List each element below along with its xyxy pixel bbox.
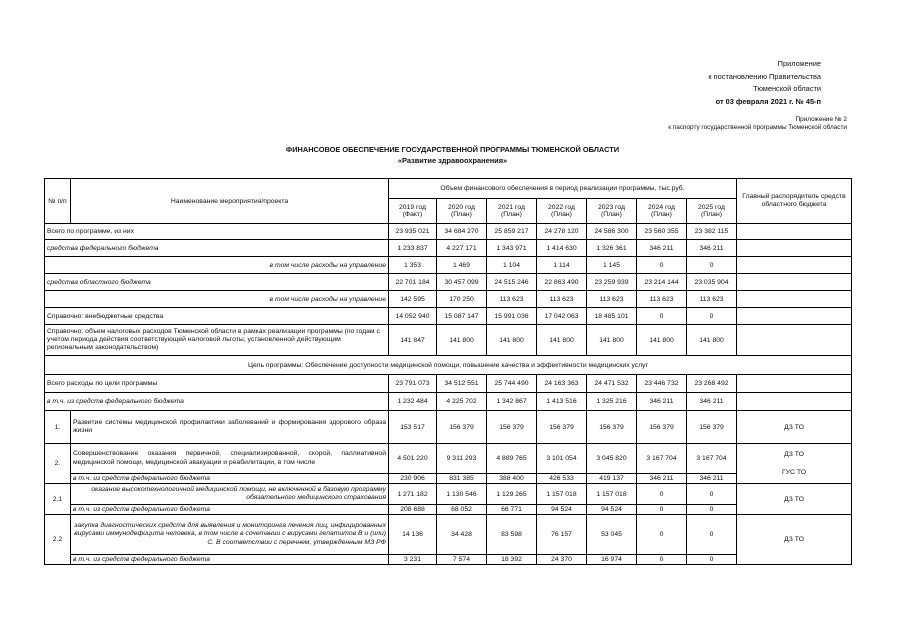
- cell-value: 141 800: [587, 325, 637, 356]
- cell-value: 141 800: [687, 325, 737, 356]
- table-row: [45, 274, 852, 291]
- appendix-line: к постановлению Правительства: [708, 71, 821, 81]
- decree-date: от 03 февраля 2021 г. № 45-п: [715, 96, 821, 106]
- cell-value: 419 137: [587, 474, 637, 484]
- table-row: [45, 484, 852, 505]
- cell-value: 1 129 265: [487, 484, 537, 505]
- cell-value: 1 157 018: [587, 484, 637, 505]
- cell-value: 1 145: [587, 257, 637, 274]
- cell-value: 1 114: [537, 257, 587, 274]
- cell-value: 0: [687, 257, 737, 274]
- cell-value: 76 157: [537, 515, 587, 555]
- row-num: 2.1: [45, 484, 71, 515]
- row-label: Развитие системы медицинской профилактики заболеваний и формирования здорового образа жизни: [71, 411, 389, 444]
- cell-value: 346 211: [637, 393, 687, 411]
- table-row: [45, 325, 852, 356]
- cell-value: 113 623: [637, 291, 687, 308]
- appendix-line: Тюменской области: [753, 84, 821, 93]
- cell-value: 4 501 220: [389, 444, 437, 474]
- financing-table: [44, 178, 852, 565]
- row-label: Совершенствование оказания первичной, специализированной, скорой, паллиативной медицинской помощи, медицинской эвакуации и реабилитации, в том числе: [71, 444, 389, 474]
- table-row: [45, 257, 852, 274]
- appendix-line: Приложение № 2: [795, 116, 847, 123]
- cell-value: 142 595: [389, 291, 437, 308]
- cell-value: 0: [637, 484, 687, 505]
- cell-value: 15 991 036: [487, 308, 537, 325]
- table-row: [45, 411, 852, 444]
- cell-value: 1 271 182: [389, 484, 437, 505]
- cell-value: 23 268 492: [687, 375, 737, 393]
- cell-value: 1 130 546: [437, 484, 487, 505]
- cell-value: 14 136: [389, 515, 437, 555]
- table-row: [45, 375, 852, 393]
- cell-value: 170 250: [437, 291, 487, 308]
- cell-value: 30 457 099: [437, 274, 487, 291]
- row-label: в том числе расходы на управление: [45, 291, 389, 308]
- cell-value: 24 586 300: [587, 224, 637, 240]
- row-label: Справочно: объем налоговых расходов Тюменской области в рамках реализации программы (по годам с учетом периода действия соответствующей налоговой льготы, установленной действующим региональным законодательством): [45, 325, 389, 356]
- cell-value: 53 045: [587, 515, 637, 555]
- cell-admin: [737, 224, 852, 240]
- cell-value: 3 231: [389, 555, 437, 565]
- cell-value: 4 889 765: [487, 444, 537, 474]
- cell-value: 16 974: [587, 555, 637, 565]
- cell-value: 156 379: [487, 411, 537, 444]
- cell-value: 34 512 551: [437, 375, 487, 393]
- cell-value: 0: [637, 515, 687, 555]
- cell-value: 1 326 361: [587, 240, 637, 257]
- row-label: в т.ч. из средств федерального бюджета: [71, 555, 389, 565]
- document-subtitle: «Развитие здравоохранения»: [397, 156, 508, 165]
- cell-value: 4 225 702: [437, 393, 487, 411]
- table-row: [45, 474, 852, 484]
- table-row: [45, 505, 852, 515]
- cell-value: 230 906: [389, 474, 437, 484]
- cell-value: 0: [687, 308, 737, 325]
- cell-value: 113 623: [487, 291, 537, 308]
- cell-admin: [737, 325, 852, 356]
- row-label: закупка диагностических средств для выявления и мониторинга лечения лиц, инфицированных вирусами иммунодефицита человека, в том числе в сочетании с вирусами гепатитов В и (или) С. В соответствии с перечнем, утвержденным МЗ РФ: [71, 515, 389, 555]
- year-header: 2019 год (Факт): [389, 199, 437, 224]
- cell-admin: ДЗ ТО: [737, 515, 852, 565]
- cell-value: 24 471 532: [587, 375, 637, 393]
- cell-value: 66 771: [487, 505, 537, 515]
- cell-value: 18 485 101: [587, 308, 637, 325]
- table-row: [45, 291, 852, 308]
- header-name: Наименование мероприятия/проекта: [71, 179, 389, 224]
- cell-value: 141 847: [389, 325, 437, 356]
- cell-value: 25 744 490: [487, 375, 537, 393]
- program-goal: Цель программы: Обеспечение доступности медицинской помощи, повышение качества и эффективности медицинских услуг: [45, 356, 852, 375]
- cell-value: 113 623: [537, 291, 587, 308]
- cell-value: 113 623: [687, 291, 737, 308]
- cell-value: 23 446 732: [637, 375, 687, 393]
- year-header: 2023 год (План): [587, 199, 637, 224]
- row-label: Всего расходы по цели программы: [45, 375, 389, 393]
- cell-value: 34 428: [437, 515, 487, 555]
- cell-value: 1 469: [437, 257, 487, 274]
- cell-admin: [737, 308, 852, 325]
- cell-admin: [737, 393, 852, 411]
- year-header: 2022 год (План): [537, 199, 587, 224]
- document-title: ФИНАНСОВОЕ ОБЕСПЕЧЕНИЕ ГОСУДАРСТВЕННОЙ ПРОГРАММЫ ТЮМЕНСКОЙ ОБЛАСТИ: [285, 145, 620, 154]
- cell-value: 83 598: [487, 515, 537, 555]
- row-label: в том числе расходы на управление: [45, 257, 389, 274]
- appendix-line: Приложение: [777, 59, 821, 68]
- cell-value: 346 211: [637, 474, 687, 484]
- admin-label: ДЗ ТО: [784, 450, 804, 458]
- row-label: оказание высокотехнологичной медицинской помощи, не включенной в базовую программу обязательного медицинского страхования: [71, 484, 389, 505]
- row-label: Всего по программе, из них: [45, 224, 389, 240]
- row-label: средства областного бюджета: [45, 274, 389, 291]
- cell-value: 156 379: [537, 411, 587, 444]
- cell-value: 1 232 484: [389, 393, 437, 411]
- cell-value: 3 101 054: [537, 444, 587, 474]
- cell-value: 23 935 021: [389, 224, 437, 240]
- cell-value: 94 524: [537, 505, 587, 515]
- cell-value: 1 233 837: [389, 240, 437, 257]
- cell-value: 0: [687, 505, 737, 515]
- row-num: 2.: [45, 444, 71, 484]
- cell-value: 141 800: [487, 325, 537, 356]
- table-row: [45, 393, 852, 411]
- cell-value: 141 800: [437, 325, 487, 356]
- year-header: 2024 год (План): [637, 199, 687, 224]
- cell-value: 9 311 293: [437, 444, 487, 474]
- table-row: [45, 515, 852, 555]
- cell-admin: [737, 240, 852, 257]
- cell-value: 426 533: [537, 474, 587, 484]
- cell-value: 0: [637, 257, 687, 274]
- cell-value: 4 227 171: [437, 240, 487, 257]
- row-label: в т.ч. из средств федерального бюджета: [45, 393, 389, 411]
- row-label: средства федерального бюджета: [45, 240, 389, 257]
- cell-value: 23 259 939: [587, 274, 637, 291]
- cell-value: 1 413 516: [537, 393, 587, 411]
- cell-value: 24 278 120: [537, 224, 587, 240]
- row-num: 2.2: [45, 515, 71, 565]
- goal-row: [45, 356, 852, 375]
- cell-admin: ДЗ ТО: [737, 411, 852, 444]
- cell-value: 14 052 940: [389, 308, 437, 325]
- cell-value: 1 342 867: [487, 393, 537, 411]
- cell-value: 0: [637, 308, 687, 325]
- cell-value: 94 524: [587, 505, 637, 515]
- cell-value: 24 163 363: [537, 375, 587, 393]
- cell-admin: [737, 444, 852, 484]
- row-label: Справочно: внебюджетные средства: [45, 308, 389, 325]
- cell-value: 156 379: [437, 411, 487, 444]
- cell-admin: [737, 274, 852, 291]
- cell-value: 1 353: [389, 257, 437, 274]
- cell-value: 7 574: [437, 555, 487, 565]
- cell-value: 25 859 217: [487, 224, 537, 240]
- header-volume: Объем финансового обеспечения в период реализации программы, тыс.руб.: [389, 179, 737, 199]
- table-row: [45, 444, 852, 474]
- cell-value: 141 800: [537, 325, 587, 356]
- row-label: в т.ч. из средств федерального бюджета: [71, 505, 389, 515]
- cell-admin: [737, 375, 852, 393]
- cell-value: 346 211: [637, 240, 687, 257]
- cell-value: 156 379: [587, 411, 637, 444]
- table-row: [45, 308, 852, 325]
- cell-value: 208 688: [389, 505, 437, 515]
- cell-value: 0: [637, 555, 687, 565]
- appendix-line: к паспорту государственной программы Тюменской области: [668, 124, 847, 131]
- table-row: [45, 240, 852, 257]
- appendix-header: [708, 58, 821, 108]
- cell-value: 3 167 704: [637, 444, 687, 474]
- admin-label: ГУС ТО: [782, 468, 806, 476]
- row-num: 1.: [45, 411, 71, 444]
- cell-value: 113 623: [587, 291, 637, 308]
- header-num: № п/п: [45, 179, 71, 224]
- cell-value: 23 791 073: [389, 375, 437, 393]
- cell-admin: [737, 291, 852, 308]
- year-header: 2025 год (План): [687, 199, 737, 224]
- cell-value: 22 863 490: [537, 274, 587, 291]
- header-admin: Главный распорядитель средств областного бюджета: [737, 179, 852, 224]
- cell-value: 24 370: [537, 555, 587, 565]
- cell-value: 831 385: [437, 474, 487, 484]
- cell-value: 24 515 246: [487, 274, 537, 291]
- cell-admin: ДЗ ТО: [737, 484, 852, 515]
- cell-value: 141 800: [637, 325, 687, 356]
- cell-value: 153 517: [389, 411, 437, 444]
- cell-value: 1 104: [487, 257, 537, 274]
- cell-value: 1 157 018: [537, 484, 587, 505]
- table-row: [45, 224, 852, 240]
- cell-value: 0: [687, 515, 737, 555]
- cell-value: 34 684 270: [437, 224, 487, 240]
- cell-value: 346 211: [687, 240, 737, 257]
- cell-value: 3 045 820: [587, 444, 637, 474]
- cell-value: 346 211: [687, 474, 737, 484]
- cell-value: 1 343 971: [487, 240, 537, 257]
- cell-value: 23 382 115: [687, 224, 737, 240]
- cell-value: 0: [637, 505, 687, 515]
- cell-value: 388 400: [487, 474, 537, 484]
- cell-value: 156 379: [637, 411, 687, 444]
- cell-value: 17 042 063: [537, 308, 587, 325]
- cell-value: 346 211: [687, 393, 737, 411]
- cell-admin: [737, 257, 852, 274]
- cell-value: 1 414 630: [537, 240, 587, 257]
- cell-value: 68 052: [437, 505, 487, 515]
- year-header: 2020 год (План): [437, 199, 487, 224]
- cell-value: 156 379: [687, 411, 737, 444]
- appendix-subheader: [668, 116, 847, 132]
- cell-value: 15 087 147: [437, 308, 487, 325]
- cell-value: 23 560 355: [637, 224, 687, 240]
- table-row: [45, 555, 852, 565]
- cell-value: 18 392: [487, 555, 537, 565]
- cell-value: 22 701 184: [389, 274, 437, 291]
- cell-value: 3 167 704: [687, 444, 737, 474]
- cell-value: 1 325 216: [587, 393, 637, 411]
- cell-value: 0: [687, 484, 737, 505]
- cell-value: 23 214 144: [637, 274, 687, 291]
- cell-value: 0: [687, 555, 737, 565]
- row-label: в т.ч. из средств федерального бюджета: [71, 474, 389, 484]
- cell-value: 23 035 904: [687, 274, 737, 291]
- year-header: 2021 год (План): [487, 199, 537, 224]
